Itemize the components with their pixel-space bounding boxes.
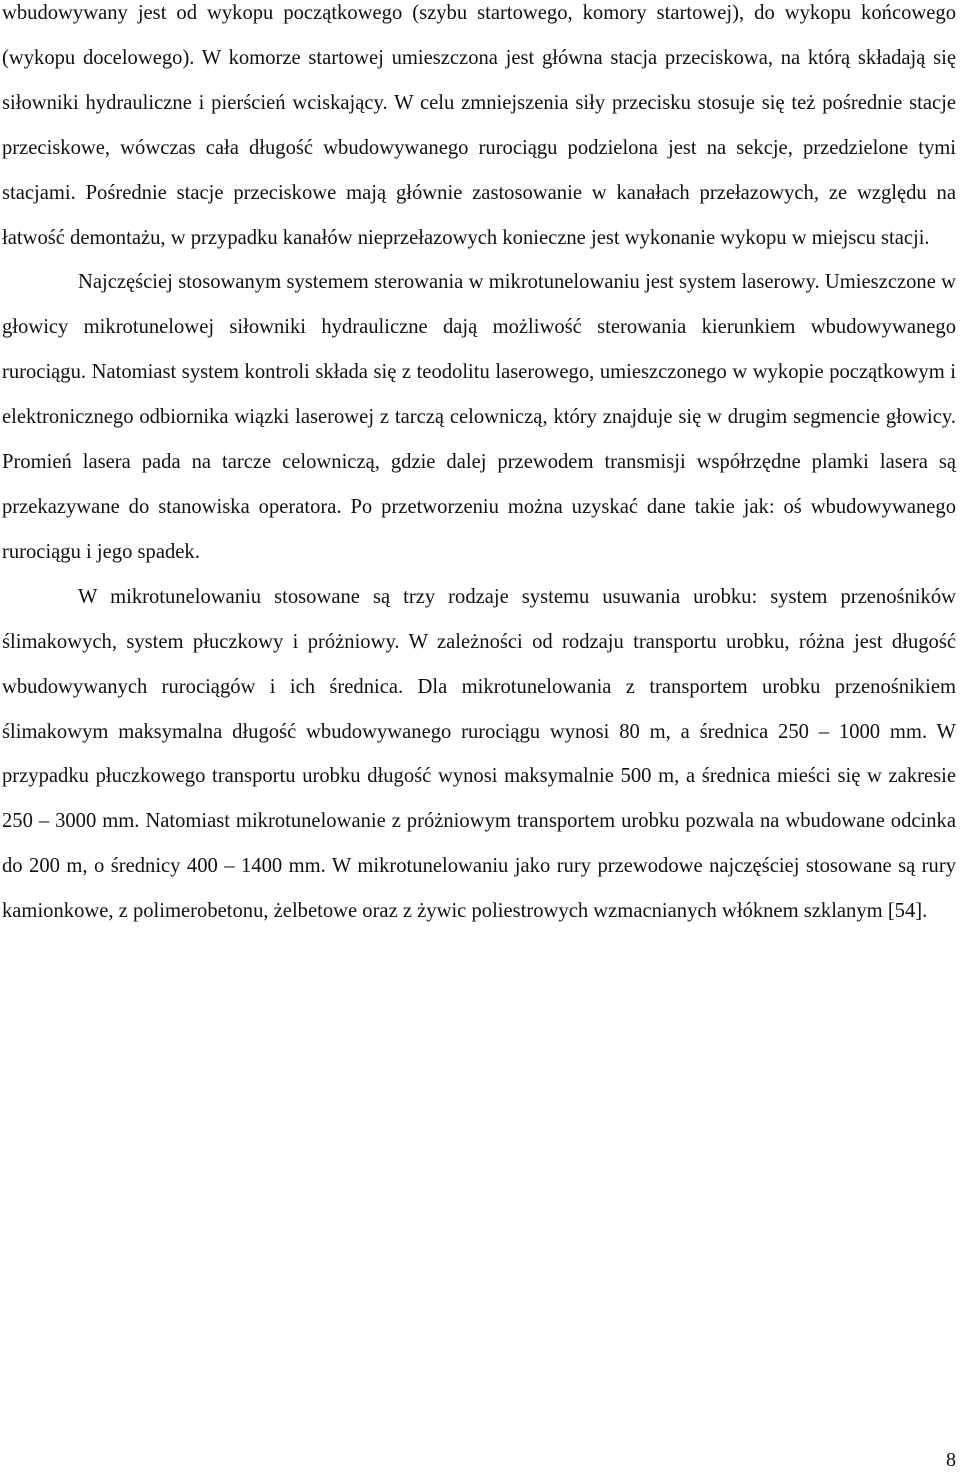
paragraph-usuwanie-urobku: W mikrotunelowaniu stosowane są trzy rodzaje systemu usuwania urobku: system przenośników ślimakowych, system płuczkowy i próżniowy. W zależności od rodzaju transportu urobku, różna jest długość wbudowywanych rurociągów i ich średnica. Dla mikrotunelowania z transportem urobku przenośnikiem ślimakowym maksymalna długość wbudowywanego rurociągu wynosi 80 m, a średnica 250 – 1000 mm. W przypadku płuczkowego transportu urobku długość wynosi maksymalnie 500 m, a średnica mieści się w zakresie 250 – 3000 mm. Natomiast mikrotunelowanie z próżniowym transportem urobku pozwala na wbudowane odcinka do 200 m, o średnicy 400 – 1400 mm. W mikrotunelowaniu jako rury przewodowe najczęściej stosowane są rury kamionkowe, z polimerobetonu, żelbetowe oraz z żywic poliestrowych wzmacnianych włóknem szklanym [54]. bbox=[2, 585, 956, 923]
page-body bbox=[2, 0, 956, 934]
page-number: 8 bbox=[946, 1449, 956, 1471]
paragraph-sterowanie: Najczęściej stosowanym systemem sterowania w mikrotunelowaniu jest system laserowy. Umieszczone w głowicy mikrotunelowej siłowniki hydrauliczne dają możliwość sterowania kierunkiem wbudowywanego rurociągu. Natomiast system kontroli składa się z teodolitu laserowego, umieszczonego w wykopie początkowym i elektronicznego odbiornika wiązki laserowej z tarczą celowniczą, który znajduje się w drugim segmencie głowicy. Promień lasera pada na tarcze celowniczą, gdzie dalej przewodem transmisji współrzędne plamki lasera są przekazywane do stanowiska operatora. Po przetworzeniu można uzyskać dane takie jak: oś wbudowywanego rurociągu i jego spadek. bbox=[2, 271, 956, 563]
paragraph-mikrotunelowanie-intro: wbudowywany jest od wykopu początkowego (szybu startowego, komory startowej), do wykopu końcowego (wykopu docelowego). W komorze startowej umieszczona jest główna stacja przeciskowa, na którą składają się siłowniki hydrauliczne i pierścień wciskający. W celu zmniejszenia siły przecisku stosuje się też pośrednie stacje przeciskowe, wówczas cała długość wbudowywanego rurociągu podzielona jest na sekcje, przedzielone tymi stacjami. Pośrednie stacje przeciskowe mają głównie zastosowanie w kanałach przełazowych, ze względu na łatwość demontażu, w przypadku kanałów nieprzełazowych konieczne jest wykonanie wykopu w miejscu stacji. bbox=[2, 2, 956, 249]
